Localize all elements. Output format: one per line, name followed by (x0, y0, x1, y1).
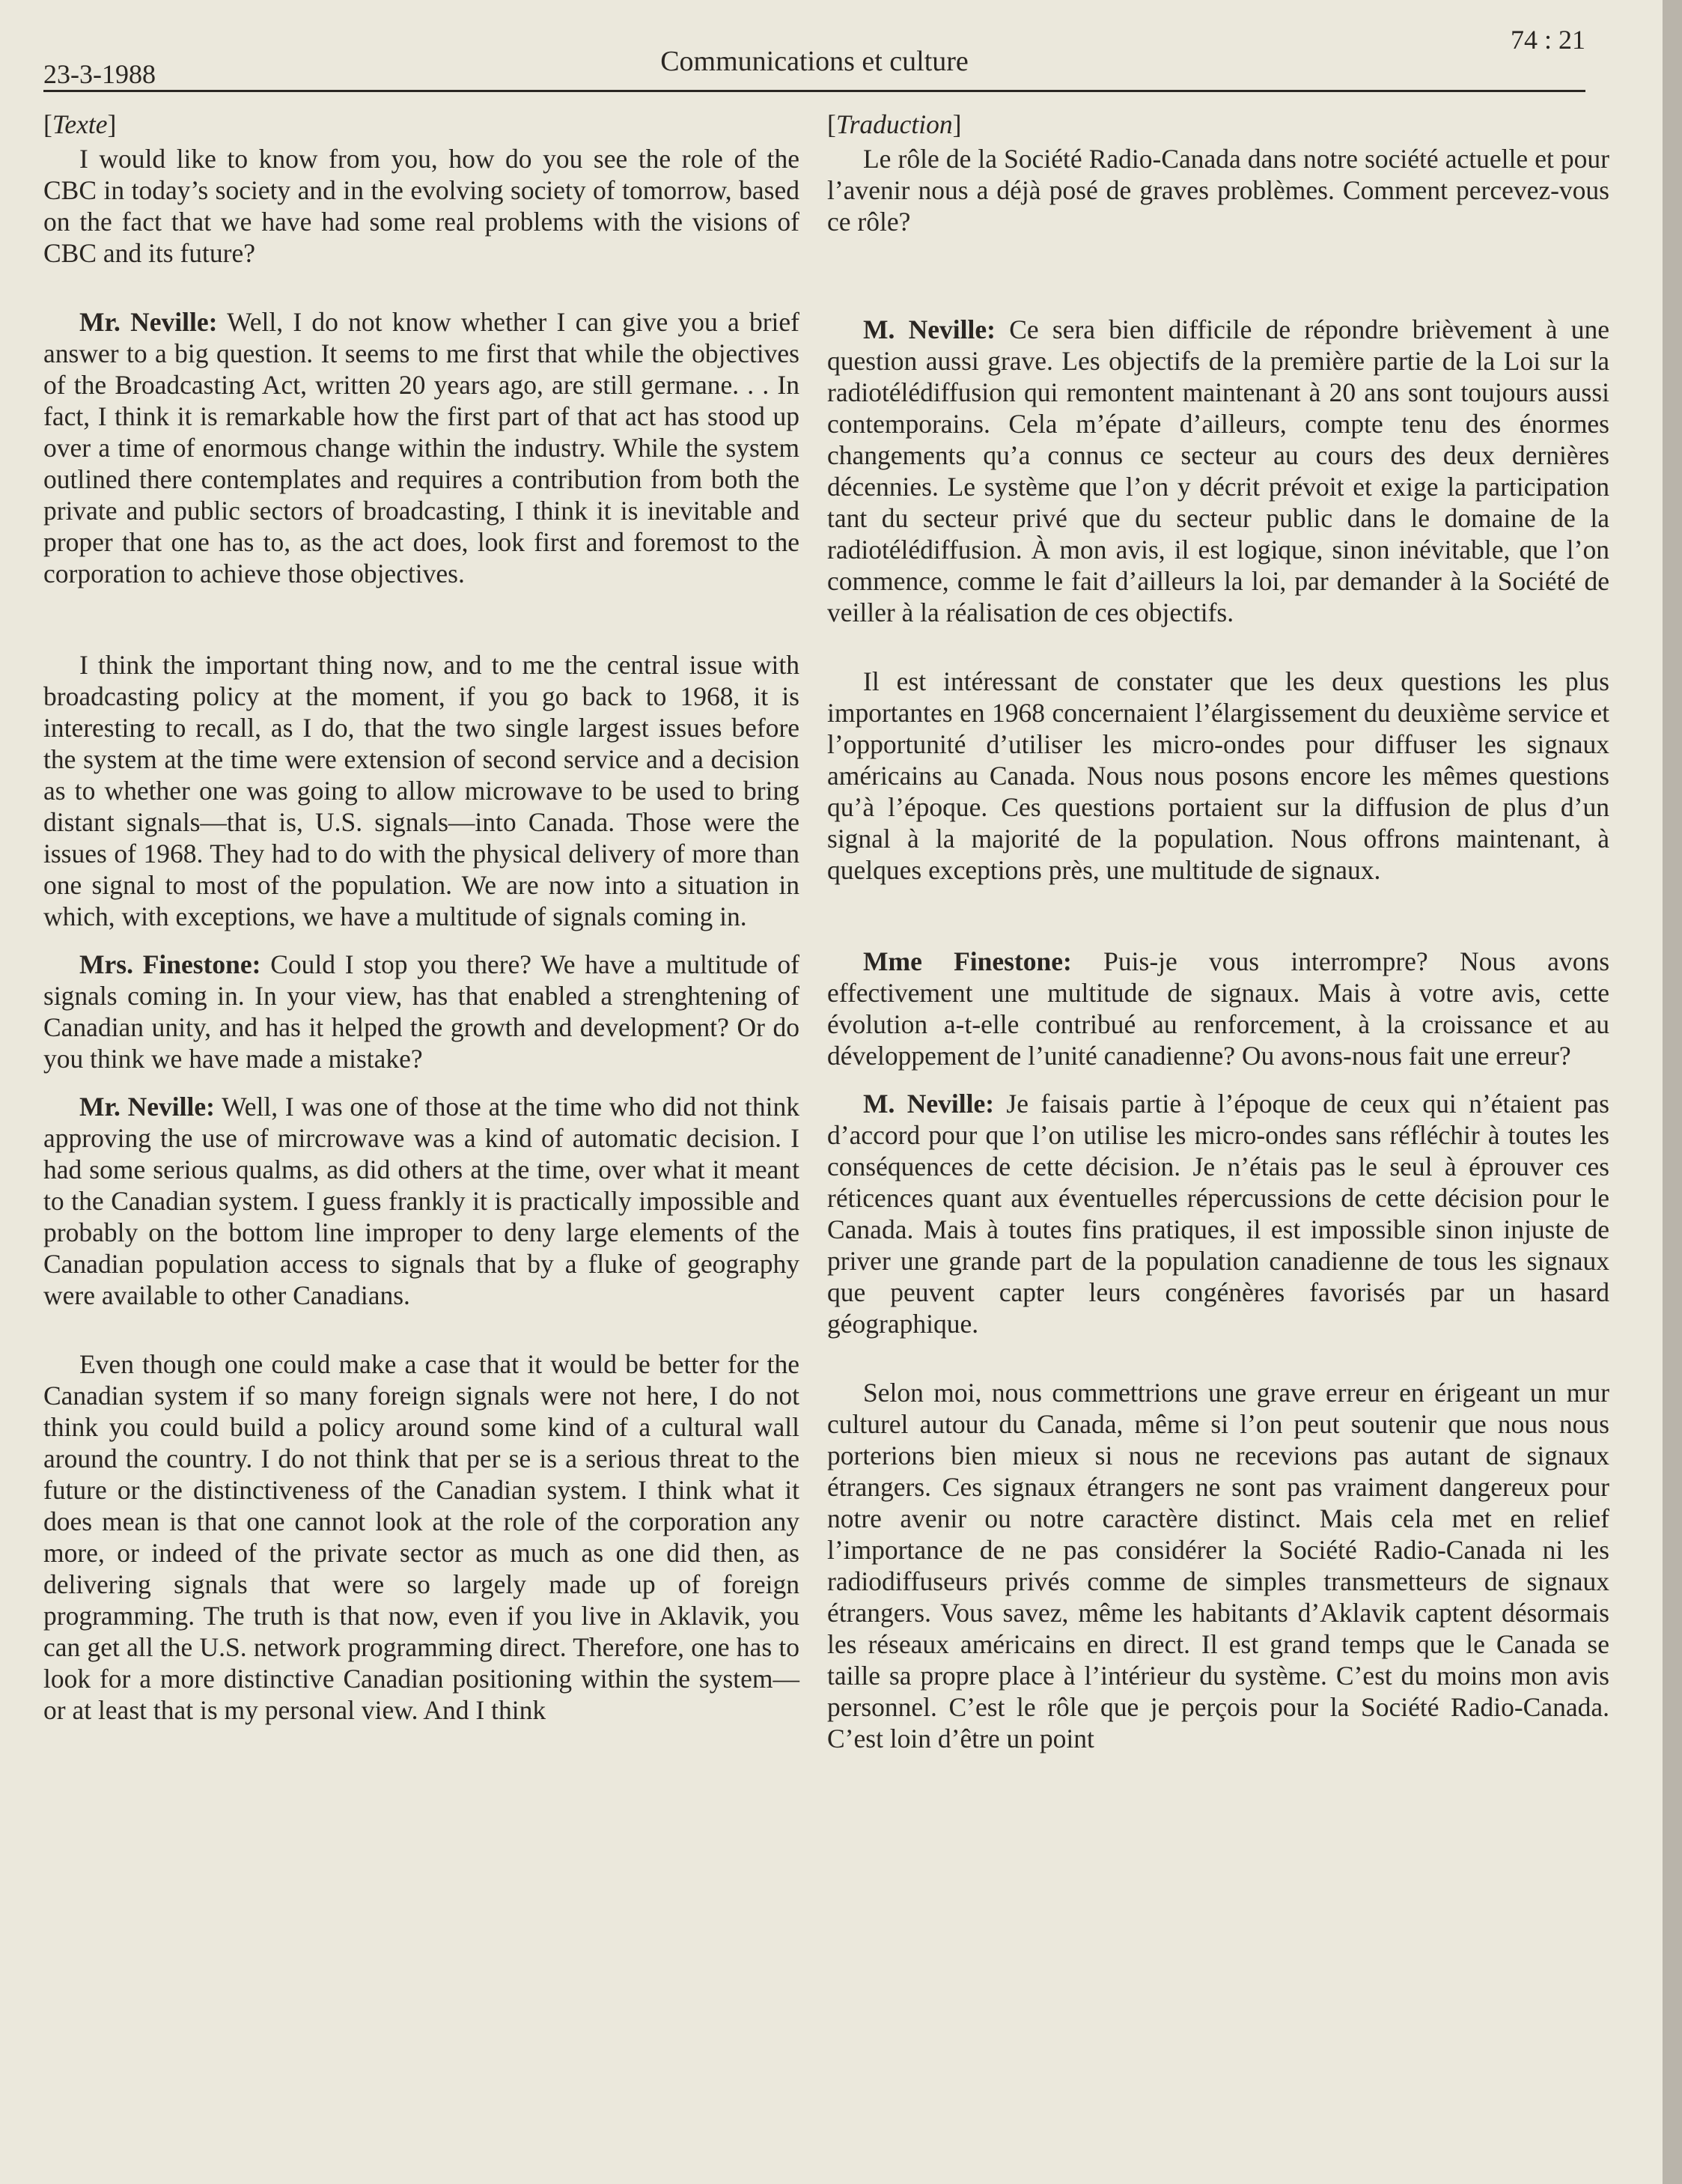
speaker-name: M. Neville: (863, 314, 996, 344)
section-tag-texte: [Texte] (43, 109, 117, 139)
speaker-name: M. Neville: (863, 1089, 995, 1119)
speaker-name: Mme Finestone: (863, 946, 1072, 976)
paragraph-neville-answer-3: M. Neville: Je faisais partie à l’époque de ceux qui n’étaient pas d’accord pour que l’on utilise les micro-ondes sans réfléchir à toutes les conséquences de cette décision. Je n’étais pas le seul à éprouver ces réticences quant aux éventuelles répercussions de cette décision pour le Canada. Mais à toutes fins pratiques, il est impossible sinon injuste de priver une grande part de la population canadienne de tous les signaux que peuvent capter leurs congénères favorisés par un hasard géographique. (827, 1089, 1609, 1339)
page-edge-shadow (1663, 0, 1682, 2184)
speaker-name: Mrs. Finestone: (79, 949, 261, 979)
french-column (827, 109, 1609, 1754)
paragraph-neville-answer-4: Even though one could make a case that it would be better for the Canadian system if so many foreign signals were not here, I do not think you could build a policy around some kind of a cultural wall around the country. I do not think that per se is a serious threat to the future or the distinctiveness of the Canadian system. I think what it does mean is that one cannot look at the role of the corporation any more, or indeed of the private sector as much as one did then, as delivering signals that were so largely made up of foreign programming. The truth is that now, even if you live in Aklavik, you can get all the U.S. network programming direct. Therefore, one has to look for a more distinctive Canadian positioning within the system—or at least that is my personal view. And I think (43, 1349, 799, 1725)
section-tag-traduction: [Traduction] (827, 109, 962, 139)
paragraph-finestone-question: Mme Finestone: Puis-je vous interrompre? Nous avons effectivement une multitude de signaux. Mais à votre avis, cette évolution a-t-elle contribué au renforcement, à la croissance et au développement de l’unité canadienne? Ou avons-nous fait une erreur? (827, 946, 1610, 1071)
paragraph-neville-answer-4: Selon moi, nous commettrions une grave erreur en érigeant un mur culturel autour du Canada, même si l’on peut soutenir que nous nous porterions bien mieux si nous ne recevions pas autant de signaux étrangers. Ces signaux étrangers ne sont pas vraiment dangereux pour notre avenir ou notre caractère distinct. Mais cela met en relief l’importance de ne pas considérer la Société Radio-Canada ni les radiodiffuseurs privés comme de simples transmetteurs de signaux étrangers. Vous savez, même les habitants d’Aklavik captent désormais les réseaux américains en direct. Il est grand temps que le Canada se taille sa propre place à l’intérieur du système. C’est du moins mon avis personnel. C’est le rôle que je perçois pour la Société Radio-Canada. C’est loin d’être un point (827, 1378, 1609, 1753)
paragraph-neville-answer-2: Il est intéressant de constater que les deux questions les plus importantes en 1968 concernaient l’élargissement du deuxième service et l’opportunité d’utiliser les micro-ondes pour diffuser les signaux américains au Canada. Nous nous posons encore les mêmes questions qu’à l’époque. Ces questions portaient sur la diffusion de plus d’un signal à la majorité de la population. Nous offrons maintenant, à quelques exceptions près, une multitude de signaux. (827, 666, 1609, 885)
paragraph-neville-answer-1: M. Neville: Ce sera bien difficile de répondre brièvement à une question aussi grave. Les objectifs de la première partie de la Loi sur la radiotélédiffusion qui remontent maintenant à 20 ans sont toujours aussi contemporains. Cela m’épate d’ailleurs, compte tenu des énormes changements qu’a connus ce secteur au cours des deux dernières décennies. Le système que l’on y décrit prévoit et exige la participation tant du secteur privé que du secteur public dans le domaine de la radiotélédiffusion. À mon avis, il est logique, sinon inévitable, que l’on commence, comme le fait d’ailleurs la loi, par demander à la Société de veiller à la réalisation de ces objectifs. (827, 314, 1609, 627)
header-title: Communications et culture (660, 46, 969, 77)
paragraph-question: I would like to know from you, how do you see the role of the CBC in today’s society and in the evolving society of tomorrow, based on the fact that we have had some real problems with the visions of CBC and its future? (43, 144, 799, 268)
header-date: 23-3-1988 (43, 59, 156, 89)
paragraph-finestone-question: Mrs. Finestone: Could I stop you there? We have a multitude of signals coming in. In your view, has that enabled a strenghtening of Canadian unity, and has it helped the growth and development? Or do you think we have made a mistake? (43, 949, 799, 1074)
paragraph-question: Le rôle de la Société Radio-Canada dans notre société actuelle et pour l’avenir nous a déjà posé de graves problèmes. Comment percevez-vous ce rôle? (827, 144, 1609, 237)
speaker-name: Mr. Neville: (79, 1092, 215, 1122)
header-rule (43, 90, 1585, 92)
paragraph-neville-answer-2: I think the important thing now, and to me the central issue with broadcasting policy at the moment, if you go back to 1968, it is interesting to recall, as I do, that the two single largest issues before the system at the time were extension of second service and a decision as to whether one was going to allow microwave to be used to bring distant signals—that is, U.S. signals—into Canada. Those were the issues of 1968. They had to do with the physical delivery of more than one signal to most of the population. We are now into a situation in which, with exceptions, we have a multitude of signals coming in. (43, 650, 799, 931)
page-header (43, 22, 1585, 97)
header-page-number: 74 : 21 (1510, 25, 1585, 55)
english-column (43, 109, 799, 1726)
speaker-name: Mr. Neville: (79, 307, 218, 337)
paragraph-neville-answer-3: Mr. Neville: Well, I was one of those at the time who did not think approving the use of mircrowave was a kind of automatic decision. I had some serious qualms, as did others at the time, over what it meant to the Canadian system. I guess frankly it is practically impossible and probably on the bottom line improper to deny large elements of the Canadian population access to signals that by a fluke of geography were available to other Canadians. (43, 1092, 799, 1310)
paragraph-neville-answer-1: Mr. Neville: Well, I do not know whether I can give you a brief answer to a big question. It seems to me first that while the objectives of the Broadcasting Act, written 20 years ago, are still germane. . . In fact, I think it is remarkable how the first part of that act has stood up over a time of enormous change within the industry. While the system outlined there contemplates and requires a contribution from both the private and public sectors of broadcasting, I think it is inevitable and proper that one has to, as the act does, look first and foremost to the corporation to achieve those objectives. (43, 307, 799, 588)
